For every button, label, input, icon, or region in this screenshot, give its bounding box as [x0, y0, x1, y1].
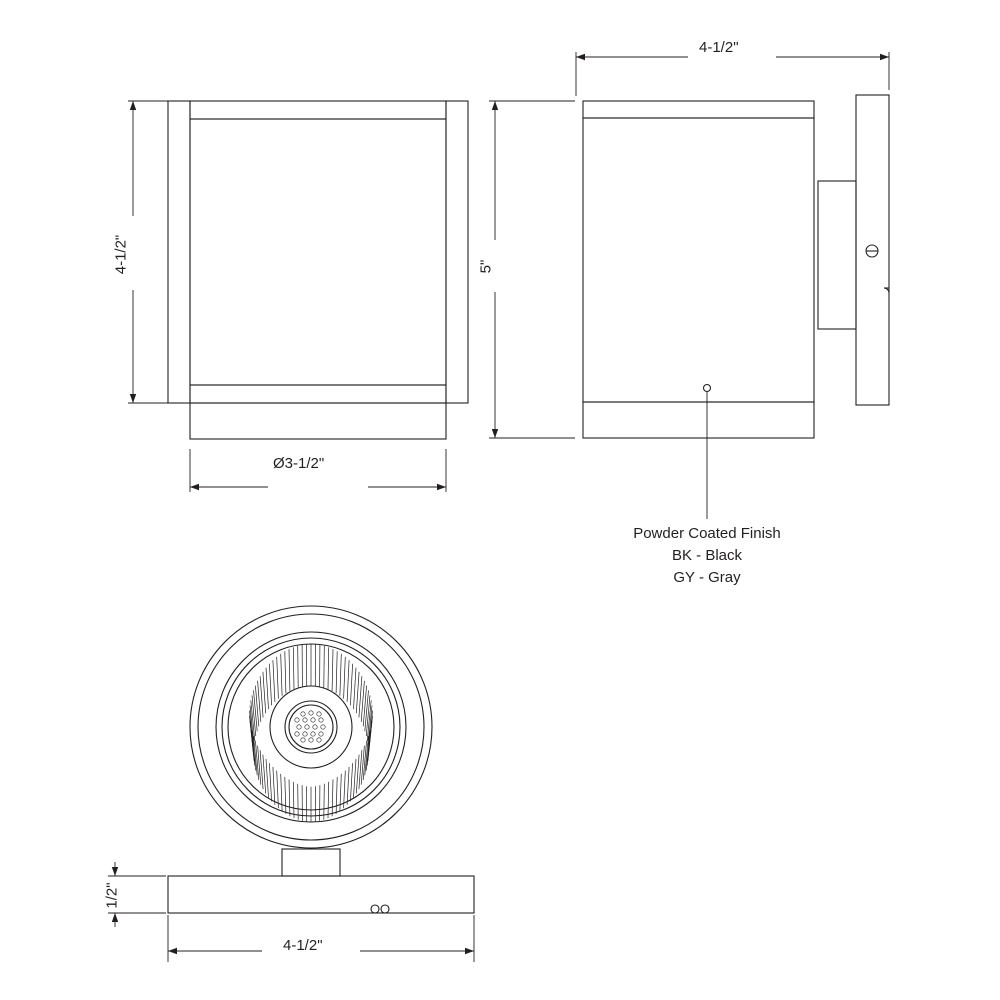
side-height-dimension-label: 5" — [477, 259, 495, 274]
side-width-dimension-label: 4-1/2" — [699, 39, 739, 56]
front-height-dimension — [128, 101, 178, 403]
backplate-width-dimension-label: 4-1/2" — [283, 937, 323, 954]
finish-note-title: Powder Coated Finish — [633, 525, 781, 542]
bottom-view-geometry — [168, 606, 474, 913]
front-view-geometry — [168, 101, 468, 439]
finish-option-gray: GY - Gray — [673, 569, 741, 586]
backplate-thickness-dimension-label: 1/2" — [103, 882, 121, 909]
front-height-dimension-label: 4-1/2" — [112, 234, 130, 275]
side-width-dimension — [576, 52, 889, 96]
front-width-dimension-label: Ø3-1/2" — [273, 455, 325, 472]
finish-option-black: BK - Black — [671, 547, 743, 564]
finish-note — [582, 523, 832, 589]
side-height-dimension — [489, 101, 575, 438]
side-view-geometry — [583, 95, 889, 438]
